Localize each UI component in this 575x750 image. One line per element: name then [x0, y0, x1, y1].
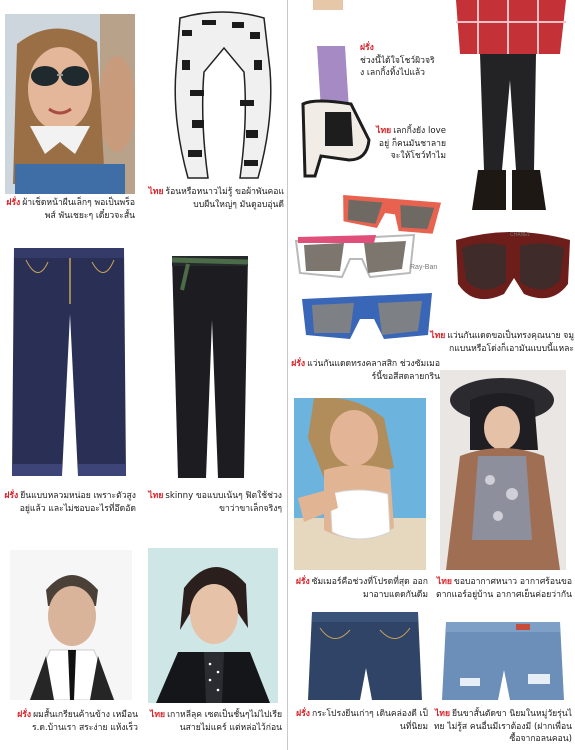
caption-winter-thai: ไทย ขอบอากาศหนาว อากาศร้อนขอตากแอร์อยู่บ้าน อากาศเย็นค่อยว่ากัน — [435, 577, 572, 600]
caption-scarf-big: ไทย ร้อนหรือหนาวไม่รู้ ขอผ้าพันคอแบบผืนใหญ่ๆ มันดูอบอุ่นดี — [148, 187, 284, 210]
photo-korean-look-man — [148, 548, 278, 703]
caption-swim-farang: ฝรั่ง ซัมเมอร์คือช่วงที่โปรดที่สุด ออกมาอาบแดดกันดีม — [295, 577, 428, 600]
photo-loose-jeans — [8, 244, 130, 484]
column-divider — [287, 0, 288, 750]
tag-thai: ไทย — [148, 187, 164, 197]
caption-sunglass-farang: ฝรั่ง แว่นกันแดดทรงคลาสสิก ช่วงซัมเมอร์นี้ขอสีสดลายกริน — [291, 359, 440, 382]
caption-legging-thai: ไทย เลกกิ้งยัง love อยู่ ก็คนมันชาลาย จะให้โชว์ทำไม — [376, 126, 446, 162]
photo-legging-model — [448, 0, 573, 215]
caption-hair-farang: ฝรั่ง ผมสั้นเกรียนค้านข้าง เหมือน ร.ด.บ้านเรา สระง่าย แห้งเร็ว — [17, 710, 138, 733]
photo-swimsuit — [294, 398, 426, 570]
photo-aviator-woman — [5, 14, 135, 194]
caption-jeans-thai: ไทย skinny ขอแบบเน้นๆ ฟิตใช้ช่วงขาว่าขาเล็กจริงๆ — [148, 491, 282, 514]
caption-scarf-neck: ฝรั่ง ผ้าเช็ดหน้าผืนเล็กๆ พอเป็นพร็อพส์ พันเชยะๆ เดี๋ยวจะสั้น — [6, 198, 135, 221]
caption-jeans-farang: ฝรั่ง ยีนแบบหลวมหน่อย เพราะตัวสูงอยู่แล้ว และไม่ชอบอะไรที่อึดอัด — [4, 491, 136, 514]
caption-socks-farang: ฝรั่ง ช่วงนี้ได้ใจโชว์ผิวจริง เลกกิ้งทิ้งไปแล้ว — [360, 43, 435, 79]
photo-skinny-jeans — [168, 250, 252, 484]
svg-text:CHANEL: CHANEL — [510, 232, 531, 238]
caption-sunglass-thai: ไทย แว่นกันแดดขอเป็นทรงคุณนาย จมูกแบนหรือโด่งก็เอามันแบบนี้แหละ — [430, 331, 574, 354]
photo-winter-girl — [440, 370, 566, 570]
photo-denim-shorts-left — [306, 608, 424, 704]
photo-tiedye-scarf — [162, 10, 282, 182]
caption-hair-thai: ไทย เกาหลีลุค เซตเป็นชั้นๆไม่ไปเรียนสายไม่แคร์ แต่หล่อไว้ก่อน — [150, 710, 282, 733]
photo-short-hair-man — [10, 550, 132, 700]
photo-socks-oxford — [295, 0, 375, 180]
tag-farang: ฝรั่ง — [6, 198, 21, 208]
photo-oversized-sunglasses — [452, 224, 574, 320]
caption-shorts-thai: ไทย ยีนขาสั้นตัดขา นิยมในหมู่วัยรุ่นไทย ไม่รู้ส คนอื่นมีเราต้องมี (ฝากเพื่อนซื้อจากอลนคอน) — [433, 709, 572, 745]
photo-wayfarers — [292, 185, 452, 353]
caption-shorts-farang: ฝรั่ง กระโปรงยีนเก่าๆ เดินคล่องดี เป็นที่นิยม — [296, 709, 428, 732]
photo-denim-shorts-right — [440, 618, 566, 706]
svg-text:Ray-Ban: Ray-Ban — [410, 264, 438, 271]
